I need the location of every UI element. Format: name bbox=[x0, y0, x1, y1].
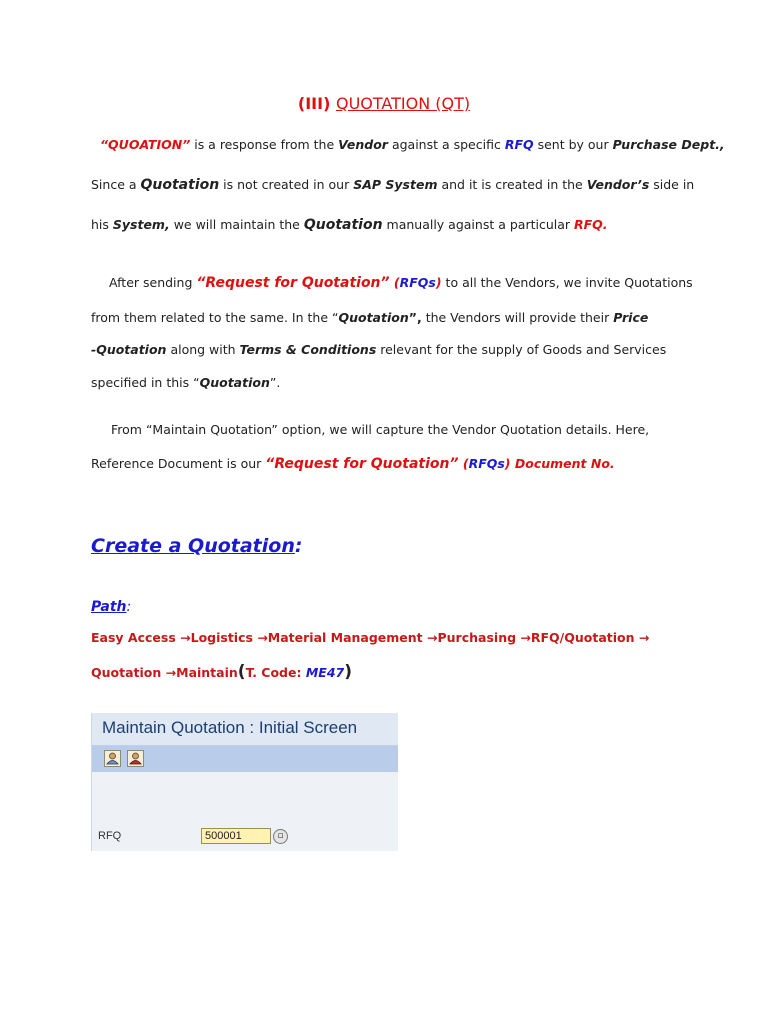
term-rfqs: RFQs bbox=[468, 456, 505, 471]
term-quotation: Quotation bbox=[140, 177, 220, 193]
para2-line4 bbox=[91, 375, 280, 391]
text: Reference Document is our bbox=[91, 456, 266, 471]
text: against a specific bbox=[387, 137, 505, 152]
term-request-for-quotation: “Request for Quotation” bbox=[196, 275, 390, 291]
text: is not created in our bbox=[219, 177, 354, 192]
text: along with bbox=[166, 342, 240, 357]
text: sent by our bbox=[533, 137, 613, 152]
path-step: Logistics bbox=[190, 630, 253, 645]
arrow-icon: → bbox=[427, 630, 438, 645]
path-colon: : bbox=[126, 599, 132, 615]
path-step: Purchasing bbox=[437, 630, 517, 645]
term-quotation: “QUOATION” bbox=[100, 137, 191, 152]
para1-line3 bbox=[91, 217, 608, 233]
arrow-icon: → bbox=[520, 630, 531, 645]
rfq-label: RFQ bbox=[98, 830, 122, 842]
tcode-label: T. Code: bbox=[245, 665, 306, 680]
term-rfq: RFQ. bbox=[574, 217, 608, 232]
paren-close: ) bbox=[344, 662, 352, 682]
term-sap-system: SAP System bbox=[353, 177, 438, 192]
term-document-no: Document No. bbox=[510, 456, 615, 471]
term-purchase-dept: Purchase Dept., bbox=[612, 137, 725, 152]
arrow-icon: → bbox=[180, 630, 191, 645]
paren-open: ( bbox=[237, 662, 246, 682]
sap-screen bbox=[91, 713, 398, 851]
para2-line2 bbox=[91, 310, 648, 326]
term-system: System, bbox=[112, 217, 170, 232]
term-vendor: Vendor bbox=[338, 137, 388, 152]
text: Since a bbox=[91, 177, 141, 192]
para3-line2 bbox=[91, 456, 615, 472]
arrow-icon: → bbox=[638, 630, 650, 645]
path-step: Material Management bbox=[267, 630, 423, 645]
term-quotation: -Quotation bbox=[91, 342, 167, 357]
para1-line1 bbox=[100, 137, 725, 153]
path-line1 bbox=[91, 630, 649, 645]
section-colon: : bbox=[294, 535, 303, 557]
sap-screen-title: Maintain Quotation : Initial Screen bbox=[102, 718, 358, 737]
sap-title-bar bbox=[92, 713, 398, 746]
title-prefix: (III) bbox=[297, 94, 336, 113]
page-title bbox=[0, 94, 768, 113]
term-rfq: RFQ bbox=[504, 137, 534, 152]
path-step: Easy Access bbox=[91, 630, 176, 645]
text: ( bbox=[458, 456, 469, 471]
term-quotation: Quotation bbox=[199, 375, 270, 390]
person-icon-button[interactable] bbox=[104, 750, 121, 767]
text: ) bbox=[435, 275, 442, 290]
value-help-icon[interactable]: ▫ bbox=[273, 829, 288, 844]
term-price: Price bbox=[613, 310, 649, 325]
text: ) bbox=[504, 456, 511, 471]
arrow-icon: → bbox=[257, 630, 268, 645]
term-vendors: Vendor’s bbox=[586, 177, 650, 192]
path-step: RFQ/Quotation bbox=[530, 630, 635, 645]
text: to all the Vendors, we invite Quotations bbox=[441, 275, 693, 290]
path-step: Maintain bbox=[176, 665, 238, 680]
text: and it is created in the bbox=[437, 177, 587, 192]
section-title: Create a Quotation bbox=[91, 535, 295, 557]
path-step: Quotation bbox=[91, 665, 162, 680]
term-quotation: Quotation bbox=[303, 217, 383, 233]
arrow-icon: → bbox=[165, 665, 177, 680]
text: ”. bbox=[269, 375, 281, 390]
text: specified in this “ bbox=[91, 375, 200, 390]
title-main: QUOTATION bbox=[335, 94, 431, 113]
text: ”, bbox=[408, 310, 422, 325]
path-label: Path bbox=[91, 599, 127, 615]
delete-person-icon-button[interactable] bbox=[127, 750, 144, 767]
term-terms-conditions: Terms & Conditions bbox=[239, 342, 377, 357]
para3-line1: From “Maintain Quotation” option, we will capture the Vendor Quotation details. Here, bbox=[111, 422, 650, 437]
sap-body bbox=[92, 772, 398, 851]
delete-icon bbox=[128, 751, 143, 766]
text: is a response from the bbox=[190, 137, 339, 152]
sap-toolbar bbox=[92, 746, 398, 772]
para2-line1 bbox=[109, 275, 693, 291]
section-heading bbox=[91, 535, 302, 557]
term-request-for-quotation: “Request for Quotation” bbox=[265, 456, 459, 472]
text: his bbox=[91, 217, 113, 232]
text: from them related to the same. In the “ bbox=[91, 310, 339, 325]
rfq-input[interactable]: 500001 bbox=[201, 828, 271, 844]
text: side in bbox=[649, 177, 695, 192]
text: ( bbox=[389, 275, 400, 290]
text: the Vendors will provide their bbox=[421, 310, 614, 325]
para1-line2 bbox=[91, 177, 694, 193]
path-line2 bbox=[91, 662, 352, 682]
term-rfqs: RFQs bbox=[399, 275, 436, 290]
path-heading bbox=[91, 599, 131, 615]
person-icon bbox=[105, 751, 120, 766]
title-abbr: (QT) bbox=[430, 94, 471, 113]
term-quotation: Quotation bbox=[338, 310, 409, 325]
text: we will maintain the bbox=[169, 217, 304, 232]
tcode-value: ME47 bbox=[305, 665, 345, 680]
text: relevant for the supply of Goods and Services bbox=[376, 342, 667, 357]
text: manually against a particular bbox=[382, 217, 574, 232]
text: After sending bbox=[109, 275, 197, 290]
para2-line3 bbox=[91, 342, 666, 358]
